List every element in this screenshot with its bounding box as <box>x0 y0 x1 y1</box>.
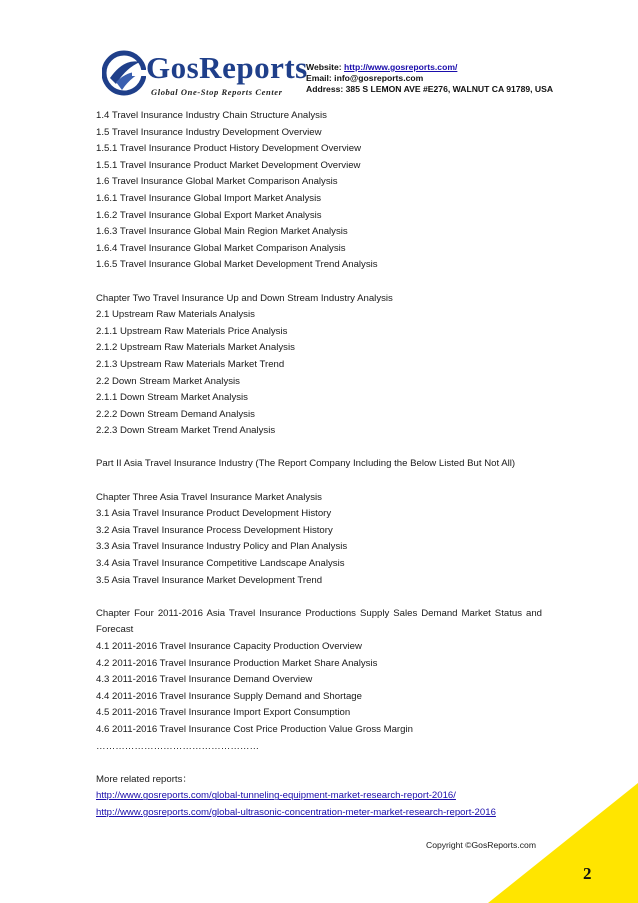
toc-line: 2.1.1 Down Stream Market Analysis <box>96 392 248 404</box>
page-header <box>96 40 556 106</box>
related-report-link[interactable]: http://www.gosreports.com/global-tunneling-equipment-market-research-report-2016/ <box>96 790 456 802</box>
chapter-heading: Chapter Two Travel Insurance Up and Down Stream Industry Analysis <box>96 292 393 304</box>
toc-line: 2.1 Upstream Raw Materials Analysis <box>96 309 255 321</box>
toc-line: 2.2 Down Stream Market Analysis <box>96 375 240 387</box>
corner-decoration <box>488 783 638 903</box>
ellipsis: …………………………………………… <box>96 740 260 752</box>
toc-content <box>96 108 542 822</box>
toc-line: 3.3 Asia Travel Insurance Industry Policy and Plan Analysis <box>96 541 348 553</box>
toc-line: 1.6.5 Travel Insurance Global Market Development Trend Analysis <box>96 259 378 271</box>
chapter-heading: Chapter Four 2011-2016 Asia Travel Insurance Productions Supply Sales Demand Market Status and Forecast <box>96 607 542 636</box>
toc-line: 1.6.4 Travel Insurance Global Market Comparison Analysis <box>96 242 346 254</box>
toc-line: 2.1.1 Upstream Raw Materials Price Analysis <box>96 325 288 337</box>
toc-line: 1.5.1 Travel Insurance Product History Development Overview <box>96 143 362 155</box>
toc-line: 2.2.3 Down Stream Market Trend Analysis <box>96 425 276 437</box>
toc-line: 3.5 Asia Travel Insurance Market Development Trend <box>96 574 323 586</box>
related-reports-label: More related reports： <box>96 773 192 785</box>
toc-line: 2.2.2 Down Stream Demand Analysis <box>96 408 255 420</box>
address-line: Address: 385 S LEMON AVE #E276, WALNUT CA 91789, USA <box>306 84 554 94</box>
logo-tagline: Global One-Stop Reports Center <box>151 87 283 97</box>
toc-line: 4.6 2011-2016 Travel Insurance Cost Price Production Value Gross Margin <box>96 723 413 735</box>
toc-line: 1.6.1 Travel Insurance Global Import Market Analysis <box>96 192 322 204</box>
related-report-link[interactable]: http://www.gosreports.com/global-ultrasonic-concentration-meter-market-research-report-2016 <box>96 806 496 818</box>
contact-info <box>306 62 553 95</box>
toc-line: 1.6 Travel Insurance Global Market Comparison Analysis <box>96 176 338 188</box>
toc-line: 4.4 2011-2016 Travel Insurance Supply Demand and Shortage <box>96 690 362 702</box>
toc-line: 3.1 Asia Travel Insurance Product Development History <box>96 508 332 520</box>
toc-line: 1.6.2 Travel Insurance Global Export Market Analysis <box>96 209 322 221</box>
gosreports-logo <box>96 46 308 102</box>
website-link[interactable]: http://www.gosreports.com/ <box>344 62 458 72</box>
toc-line: 4.1 2011-2016 Travel Insurance Capacity Production Overview <box>96 641 362 652</box>
toc-line: 3.4 Asia Travel Insurance Competitive Landscape Analysis <box>96 558 345 570</box>
chapter-heading: Chapter Three Asia Travel Insurance Market Analysis <box>96 491 322 503</box>
toc-line: 1.5 Travel Insurance Industry Development Overview <box>96 126 322 138</box>
part-heading: Part II Asia Travel Insurance Industry (The Report Company Including the Below Listed But Not All) <box>96 458 516 470</box>
toc-line: 4.3 2011-2016 Travel Insurance Demand Overview <box>96 674 313 686</box>
toc-line: 4.2 2011-2016 Travel Insurance Production Market Share Analysis <box>96 657 378 669</box>
copyright-text: Copyright ©GosReports.com <box>426 840 536 850</box>
email-line: Email: info@gosreports.com <box>306 73 424 83</box>
toc-line: 1.5.1 Travel Insurance Product Market Development Overview <box>96 159 361 171</box>
website-line <box>306 62 553 73</box>
toc-line: 4.5 2011-2016 Travel Insurance Import Export Consumption <box>96 707 351 719</box>
page-number: 2 <box>583 864 592 883</box>
toc-line: 2.1.3 Upstream Raw Materials Market Trend <box>96 358 285 370</box>
globe-logo-icon <box>102 48 146 98</box>
logo-name: GosReports <box>146 50 308 85</box>
toc-line: 1.4 Travel Insurance Industry Chain Structure Analysis <box>96 110 327 121</box>
toc-line: 3.2 Asia Travel Insurance Process Development History <box>96 524 333 536</box>
toc-line: 1.6.3 Travel Insurance Global Main Region Market Analysis <box>96 226 348 238</box>
toc-line: 2.1.2 Upstream Raw Materials Market Analysis <box>96 342 295 354</box>
website-label: Website: <box>306 62 345 72</box>
